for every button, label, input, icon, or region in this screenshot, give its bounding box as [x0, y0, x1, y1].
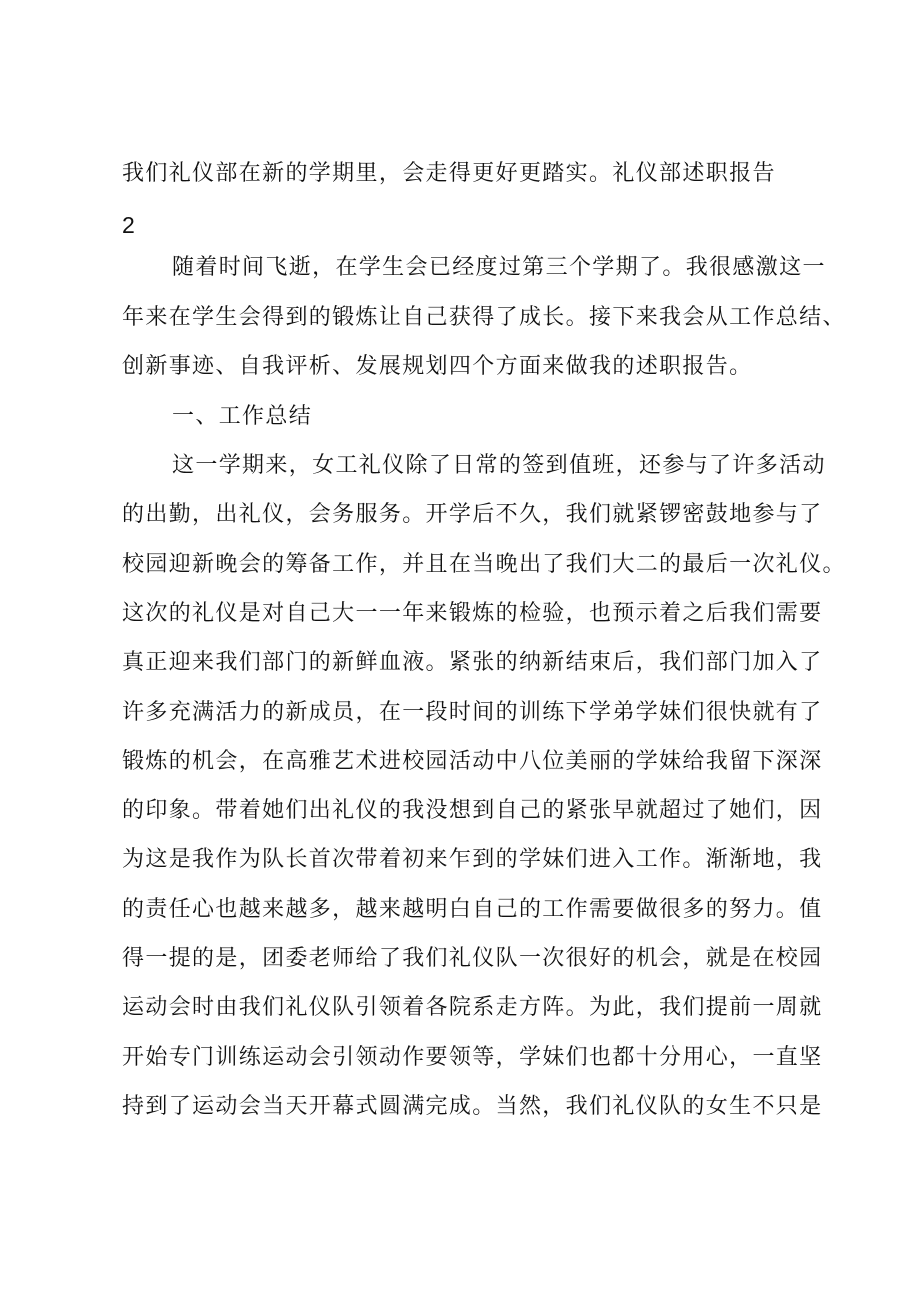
- text-line: 的责任心也越来越多，越来越明白自己的工作需要做很多的努力。值: [122, 897, 823, 922]
- text-line: 为这是我作为队长首次带着初来乍到的学妹们进入工作。渐渐地，我: [122, 847, 823, 872]
- text-line: 的出勤，出礼仪，会务服务。开学后不久，我们就紧锣密鼓地参与了: [122, 502, 823, 527]
- text-line: 开始专门训练运动会引领动作要领等，学妹们也都十分用心，一直坚: [122, 1045, 823, 1070]
- section-heading: 一、工作总结: [172, 404, 313, 429]
- text-line: 这次的礼仪是对自己大一一年来锻炼的检验，也预示着之后我们需要: [122, 601, 823, 626]
- text-line: 年来在学生会得到的锻炼让自己获得了成长。接下来我会从工作总结、: [122, 305, 846, 330]
- text-line: 持到了运动会当天开幕式圆满完成。当然，我们礼仪队的女生不只是: [122, 1094, 823, 1119]
- text-line: 得一提的是，团委老师给了我们礼仪队一次很好的机会，就是在校园: [122, 946, 823, 971]
- text-line: 创新事迹、自我评析、发展规划四个方面来做我的述职报告。: [122, 354, 753, 379]
- text-line: 许多充满活力的新成员，在一段时间的训练下学弟学妹们很快就有了: [122, 700, 823, 725]
- text-line: 运动会时由我们礼仪队引领着各院系走方阵。为此，我们提前一周就: [122, 995, 823, 1020]
- paragraph-first-line: 这一学期来，女工礼仪除了日常的签到值班，还参与了许多活动: [172, 453, 826, 478]
- text-line: 真正迎来我们部门的新鲜血液。紧张的纳新结束后，我们部门加入了: [122, 650, 823, 675]
- text-line: 的印象。带着她们出礼仪的我没想到自己的紧张早就超过了她们，因: [122, 798, 823, 823]
- text-line: 锻炼的机会，在高雅艺术进校园活动中八位美丽的学妹给我留下深深: [122, 749, 823, 774]
- text-line: 我们礼仪部在新的学期里，会走得更好更踏实。礼仪部述职报告: [122, 161, 776, 186]
- paragraph-first-line: 随着时间飞逝，在学生会已经度过第三个学期了。我很感激这一: [172, 255, 826, 280]
- text-line: 校园迎新晚会的筹备工作，并且在当晚出了我们大二的最后一次礼仪。: [122, 552, 846, 577]
- section-number: 2: [122, 212, 135, 238]
